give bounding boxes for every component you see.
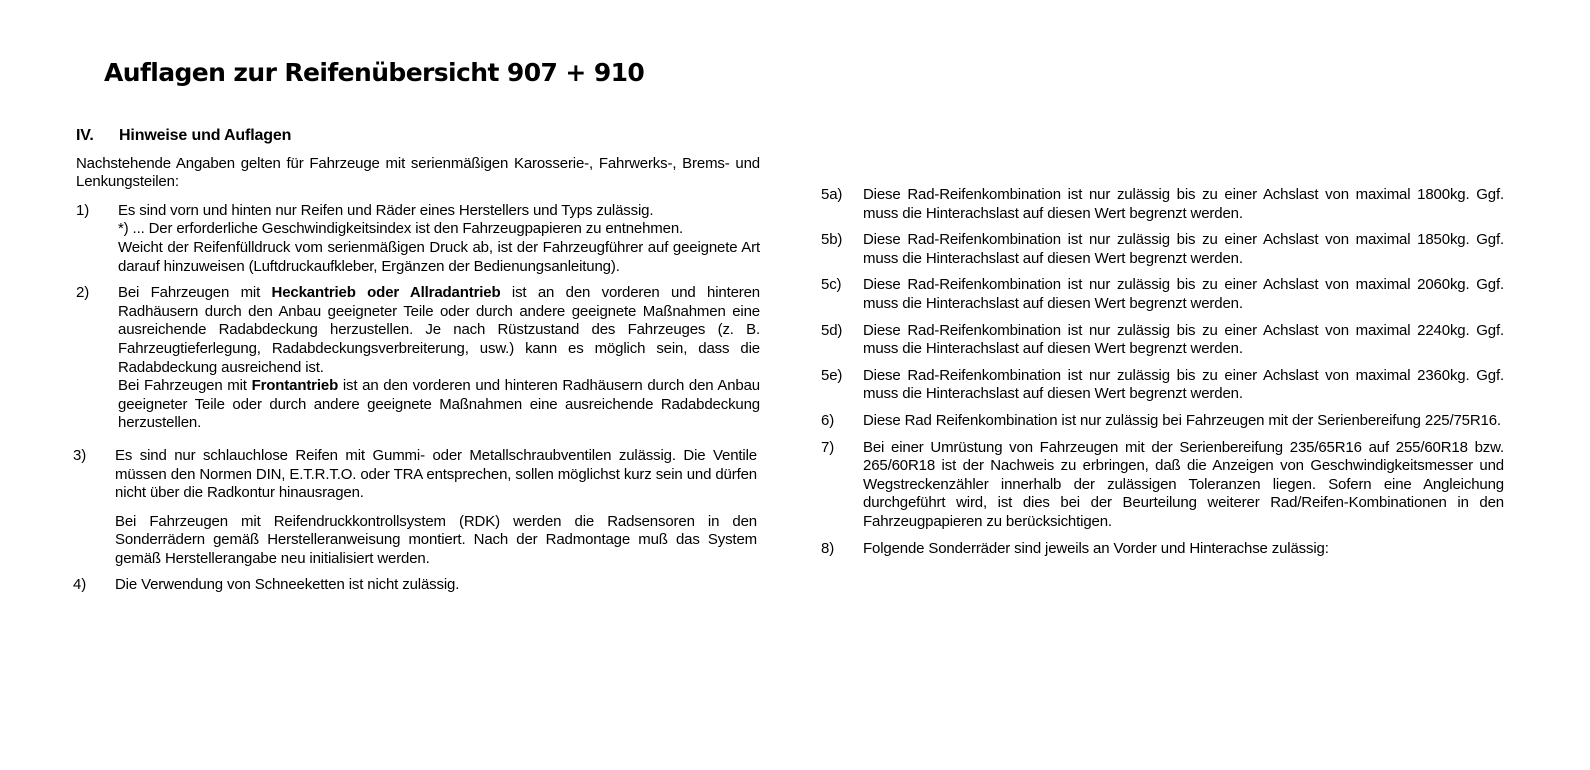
document-title: Auflagen zur Reifenübersicht 907 + 910 — [104, 58, 645, 87]
item-text: Es sind nur schlauchlose Reifen mit Gummi- oder Metallschraubventilen zulässig. Die Ventile müssen den Normen DIN, E.T.R.T.O. oder TRA entsprechen, sollen möglichst kurz sein und dürfen nicht über die Radkontur hinausragen. — [115, 446, 757, 502]
list-item — [821, 540, 1504, 559]
text-segment: ist an den vorderen und hinteren Radhäusern durch den Anbau geeigneter Teile oder durch andere geeignete Maßnahmen eine ausreichende Radabdeckung herzustellen. — [118, 377, 760, 432]
item-number: 8) — [821, 539, 835, 557]
list-item — [73, 576, 760, 595]
item-number: 5c) — [821, 276, 842, 294]
item-number: 2) — [76, 284, 90, 302]
text-segment: Bei Fahrzeugen mit — [118, 377, 252, 395]
item-text — [118, 284, 760, 377]
item-number: 5a) — [821, 186, 843, 203]
item-text: Diese Rad Reifenkombination ist nur zulässig bei Fahrzeugen mit der Serienbereifung 225/75R16. — [863, 411, 1501, 429]
item-text: Diese Rad-Reifenkombination ist nur zulässig bis zu einer Achslast von maximal 2240kg. Ggf. muss die Hinterachslast auf diesen Wert begrenzt werden. — [863, 321, 1504, 358]
list-item — [821, 322, 1504, 359]
item-text: Die Verwendung von Schneeketten ist nicht zulässig. — [115, 576, 460, 594]
text-segment: ist an den vorderen und hinteren Radhäusern durch den Anbau geeigneter Teile oder durch andere geeignete Maßnahmen eine ausreichende Radabdeckung herzustellen. Je nach Rüstzustand des Fahrzeuges (z. B. Fahrzeugtieferlegung, Radabdeckungsverbreiterung, usw.) kann es möglich sein, dass die Radabdeckung ausreichend ist. — [118, 284, 761, 376]
list-item — [821, 367, 1504, 404]
section-title: Hinweise und Auflagen — [119, 127, 292, 144]
list-item — [821, 439, 1504, 532]
list-item — [821, 186, 1504, 223]
item-text: Diese Rad-Reifenkombination ist nur zulässig bis zu einer Achslast von maximal 2060kg. Ggf. muss die Hinterachslast auf diesen Wert begrenzt werden. — [863, 276, 1504, 312]
list-item — [73, 447, 757, 569]
item-text — [118, 377, 760, 433]
list-item — [821, 276, 1504, 313]
item-text: Diese Rad-Reifenkombination ist nur zulässig bis zu einer Achslast von maximal 1800kg. Ggf. muss die Hinterachslast auf diesen Wert begrenzt werden. — [863, 186, 1504, 222]
item-text: *) ... Der erforderliche Geschwindigkeitsindex ist den Fahrzeugpapieren zu entnehmen. — [118, 220, 684, 238]
item-number: 7) — [821, 438, 835, 456]
item-text: Diese Rad-Reifenkombination ist nur zulässig bis zu einer Achslast von maximal 1850kg. Ggf. muss die Hinterachslast auf diesen Wert begrenzt werden. — [863, 231, 1504, 267]
list-item — [76, 284, 760, 433]
bold-text: Frontantrieb — [251, 377, 339, 395]
item-number: 3) — [73, 446, 87, 464]
item-text: Es sind vorn und hinten nur Reifen und Räder eines Herstellers und Typs zulässig. — [118, 201, 654, 219]
section-heading — [76, 127, 760, 146]
item-text: Bei einer Umrüstung von Fahrzeugen mit der Serienbereifung 235/65R16 auf 255/60R18 bzw. 265/60R18 ist der Nachweis zu erbringen, daß die Anzeigen von Geschwindigkeitsmesser und Wegstreckenzähler innerhalb der zulässigen Toleranzen liegen. Sofern eine Angleichung durchgeführt wird, ist dies bei der Beurteilung weiterer Rad/Reifen-Kombinationen in den Fahrzeugpapieren zu berücksichtigen. — [863, 438, 1504, 530]
item-text: Bei Fahrzeugen mit Reifendruckkontrollsystem (RDK) werden die Radsensoren in den Sonderrädern gemäß Herstelleranweisung montiert. Nach der Radmontage muß das System gemäß Herstellerangabe neu initialisiert werden. — [115, 512, 757, 567]
list-item — [821, 231, 1504, 268]
intro-text: Nachstehende Angaben gelten für Fahrzeuge mit serienmäßigen Karosserie-, Fahrwerks-, Brems- und Lenkungsteilen: — [76, 154, 760, 191]
bold-text: Heckantrieb oder Allradantrieb — [271, 284, 501, 302]
item-text: Weicht der Reifenfülldruck vom serienmäßigen Druck ab, ist der Fahrzeugführer auf geeignete Art darauf hinzuweisen (Luftdruckaufkleber, Ergänzen der Bedienungsanleitung). — [118, 238, 760, 275]
text-segment: Bei Fahrzeugen mit — [118, 284, 272, 302]
section-number: IV. — [76, 127, 94, 144]
item-number: 5e) — [821, 366, 843, 384]
item-number: 1) — [76, 201, 90, 219]
item-number: 5d) — [821, 321, 843, 339]
list-item — [821, 412, 1504, 431]
list-item — [76, 202, 760, 276]
item-number: 5b) — [821, 231, 843, 249]
item-number: 6) — [821, 411, 835, 429]
right-column — [821, 186, 1504, 566]
item-text: Folgende Sonderräder sind jeweils an Vorder und Hinterachse zulässig: — [863, 539, 1329, 557]
item-text: Diese Rad-Reifenkombination ist nur zulässig bis zu einer Achslast von maximal 2360kg. Ggf. muss die Hinterachslast auf diesen Wert begrenzt werden. — [863, 366, 1504, 403]
item-number: 4) — [73, 576, 87, 594]
left-column — [73, 127, 761, 603]
